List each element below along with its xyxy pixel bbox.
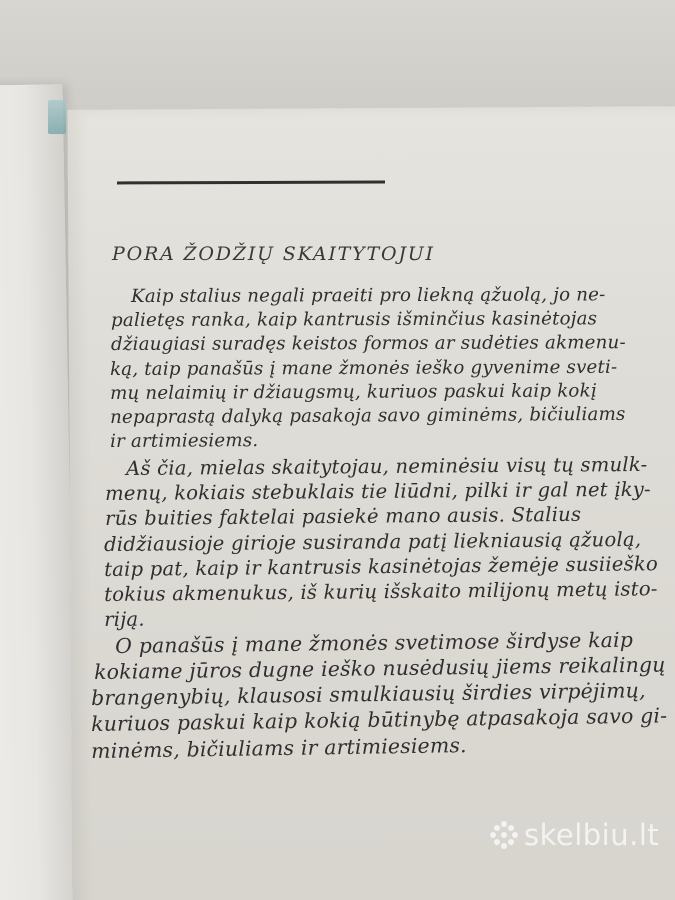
paragraph-line: džiaugiasi suradęs keistos formos ar sudėties akmenu-	[111, 332, 626, 355]
paragraph-line: taip pat, kaip ir kantrusis kasinėtojas žemėje susiieško	[104, 552, 659, 581]
paragraph-line: menų, kokiais stebuklais tie liūdni, pilki ir gal net įky-	[105, 477, 651, 505]
paragraph-line: Aš čia, mielas skaitytojau, neminėsiu visų tų smulk-	[126, 452, 648, 480]
book-edge	[0, 84, 77, 900]
paragraph-line: ir artimiesiems.	[110, 430, 259, 452]
page-heading: PORA ŽODŽIŲ SKAITYTOJUI	[112, 243, 435, 265]
paragraph-line: ką, taip panašūs į mane žmonės ieško gyvenime sveti-	[110, 356, 618, 380]
paragraph-line: nepaprastą dalyką pasakoja savo giminėms, bičiuliams	[110, 403, 626, 428]
watermark-text: skelbiu.lt	[524, 818, 660, 852]
paragraph-line: brangenybių, klausosi smulkiausių širdies virpėjimų,	[91, 678, 646, 710]
paragraph-line: riją.	[104, 607, 145, 631]
paragraph-line: palietęs ranka, kaip kantrusis išminčius kasinėtojas	[111, 308, 598, 331]
paragraph-line: mų nelaimių ir džiaugsmų, kuriuos paskui kaip kokį	[110, 380, 597, 404]
paragraph-line: kokiame jūros dugne ieško nusėdusių jiems reikalingų	[94, 652, 666, 684]
paragraph-line: rūs buities faktelai pasiekė mano ausis. Stalius	[105, 502, 582, 530]
paragraph-line: didžiausioje girioje susiranda patį liekniausią ąžuolą,	[104, 527, 642, 556]
paragraph-line: tokius akmenukus, iš kurių išskaito milijonų metų isto-	[104, 577, 658, 606]
paragraph-line: O panašūs į mane žmonės svetimose širdyse kaip	[115, 627, 634, 658]
paragraph-line: Kaip stalius negali praeiti pro liekną ąžuolą, jo ne-	[131, 284, 606, 307]
watermark	[490, 818, 659, 852]
paragraph-line: minėms, bičiuliams ir artimiesiems.	[91, 733, 467, 763]
book-cover-accent	[48, 100, 66, 134]
paragraph-line: kuriuos paskui kaip kokią būtinybę atpasakoja savo gi-	[91, 703, 668, 736]
dots-logo-icon	[490, 821, 518, 849]
